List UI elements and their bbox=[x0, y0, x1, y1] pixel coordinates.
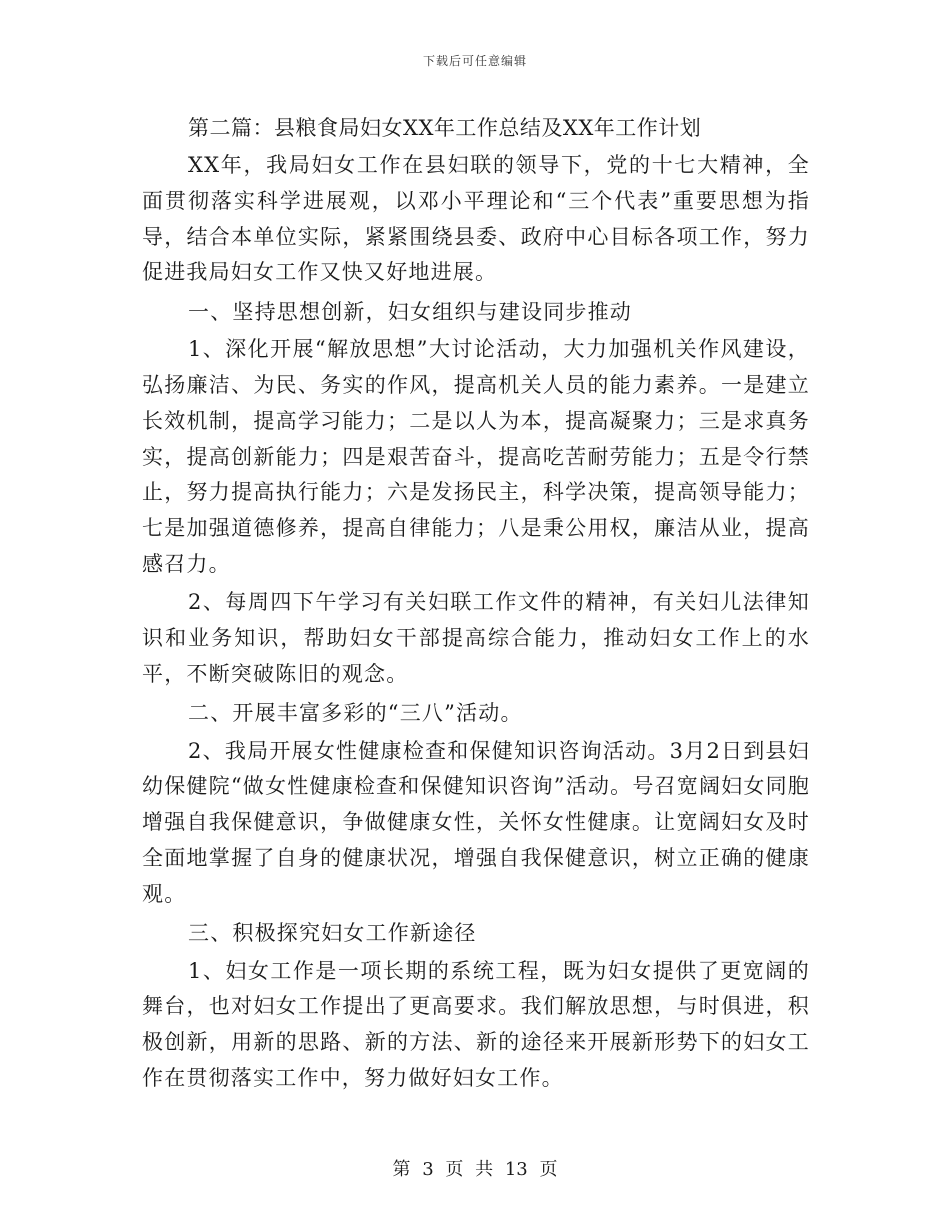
document-title: 第二篇：县粮食局妇女XX年工作总结及XX年工作计划 bbox=[188, 116, 702, 140]
paragraph-1-2: 2、每周四下午学习有关妇联工作文件的精神，有关妇儿法律知识和业务知识，帮助妇女干部提高综合能力，推动妇女工作上的水平，不断突破陈旧的观念。 bbox=[142, 590, 810, 686]
section-heading-2: 二、开展丰富多彩的“三八”活动。 bbox=[188, 701, 523, 726]
paragraph-3-1: 1、妇女工作是一项长期的系统工程，既为妇女提供了更宽阔的舞台，也对妇女工作提出了更高要求。我们解放思想，与时俱进，积极创新，用新的思路、新的方法、新的途径来开展新形势下的妇女工作在贯彻落实工作中，努力做好妇女工作。 bbox=[142, 958, 810, 1091]
paragraph-1-1: 1、深化开展“解放思想”大讨论活动，大力加强机关作风建设，弘扬廉洁、为民、务实的作风，提高机关人员的能力素养。一是建立长效机制，提高学习能力；二是以人为本，提高凝聚力；三是求真务实，提高创新能力；四是艰苦奋斗，提高吃苦耐劳能力；五是令行禁止，努力提高执行能力；六是发扬民主，科学决策，提高领导能力；七是加强道德修养，提高自律能力；八是秉公用权，廉洁从业，提高感召力。 bbox=[142, 337, 810, 576]
section-heading-1: 一、坚持思想创新，妇女组织与建设同步推动 bbox=[188, 299, 632, 324]
paragraph-2-2: 2、我局开展女性健康检查和保健知识咨询活动。3月2日到县妇幼保健院“做女性健康检查和保健知识咨询”活动。号召宽阔妇女同胞增强自我保健意识，争做健康女性，关怀女性健康。让宽阔妇女及时全面地掌握了自身的健康状况，增强自我保健意识，树立正确的健康观。 bbox=[142, 738, 810, 906]
page-header: 下载后可任意编辑 bbox=[422, 54, 527, 68]
paragraph-intro: XX年，我局妇女工作在县妇联的领导下，党的十七大精神，全面贯彻落实科学进展观，以邓小平理论和“三个代表”重要思想为指导，结合本单位实际，紧紧围绕县委、政府中心目标各项工作，努力促进我局妇女工作又快又好地进展。 bbox=[142, 153, 810, 285]
page-number-footer: 第 3 页 共 13 页 bbox=[392, 1159, 558, 1180]
document-body bbox=[142, 110, 810, 1099]
section-heading-3: 三、积极探究妇女工作新途径 bbox=[188, 921, 477, 946]
